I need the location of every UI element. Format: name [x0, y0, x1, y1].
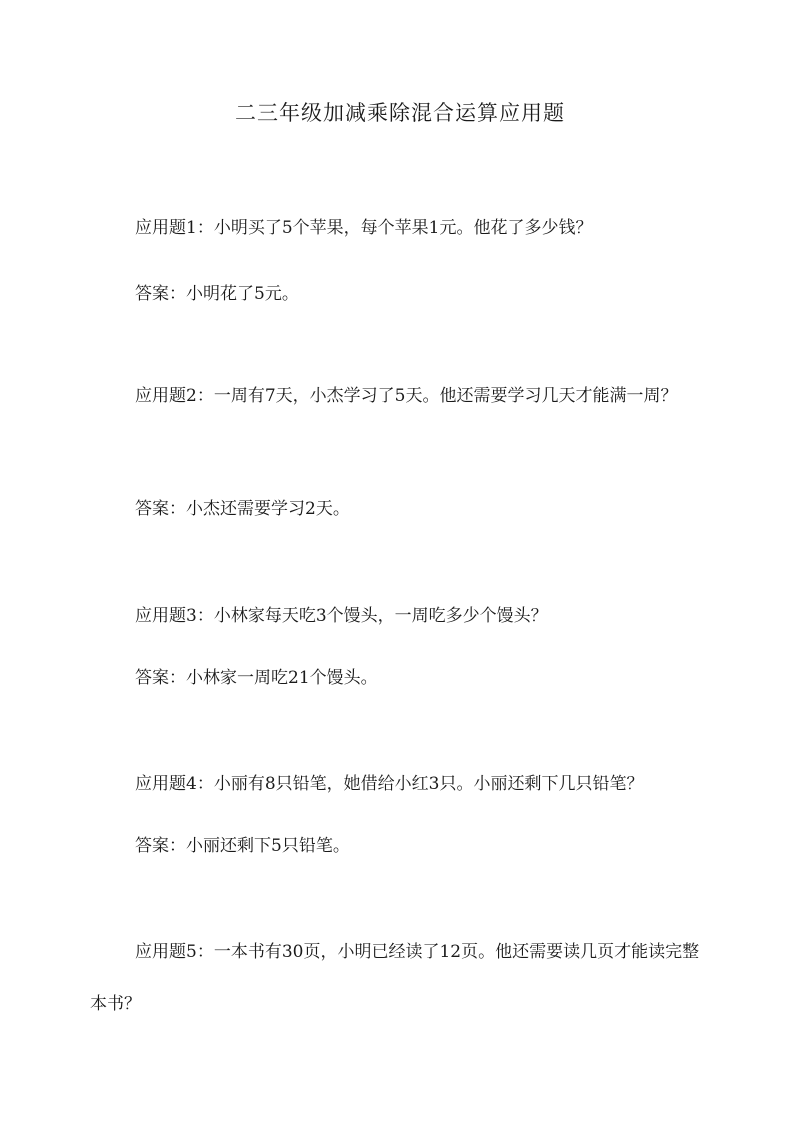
- answer-2: 答案：小杰还需要学习2天。: [135, 499, 350, 519]
- question-3: 应用题3：小林家每天吃3个馒头，一周吃多少个馒头？: [135, 606, 548, 626]
- answer-4: 答案：小丽还剩下5只铅笔。: [135, 836, 350, 856]
- question-4: 应用题4：小丽有8只铅笔，她借给小红3只。小丽还剩下几只铅笔？: [135, 774, 644, 794]
- document-title: 二三年级加减乘除混合运算应用题: [235, 101, 565, 125]
- answer-1: 答案：小明花了5元。: [135, 284, 299, 304]
- question-1: 应用题1：小明买了5个苹果，每个苹果1元。他花了多少钱？: [135, 218, 593, 238]
- answer-3: 答案：小林家一周吃21个馒头。: [135, 668, 378, 688]
- question-5: 应用题5：一本书有30页，小明已经读了12页。他还需要读几页才能读完整本书？: [90, 942, 700, 1014]
- question-2: 应用题2：一周有7天，小杰学习了5天。他还需要学习几天才能满一周？: [135, 386, 678, 406]
